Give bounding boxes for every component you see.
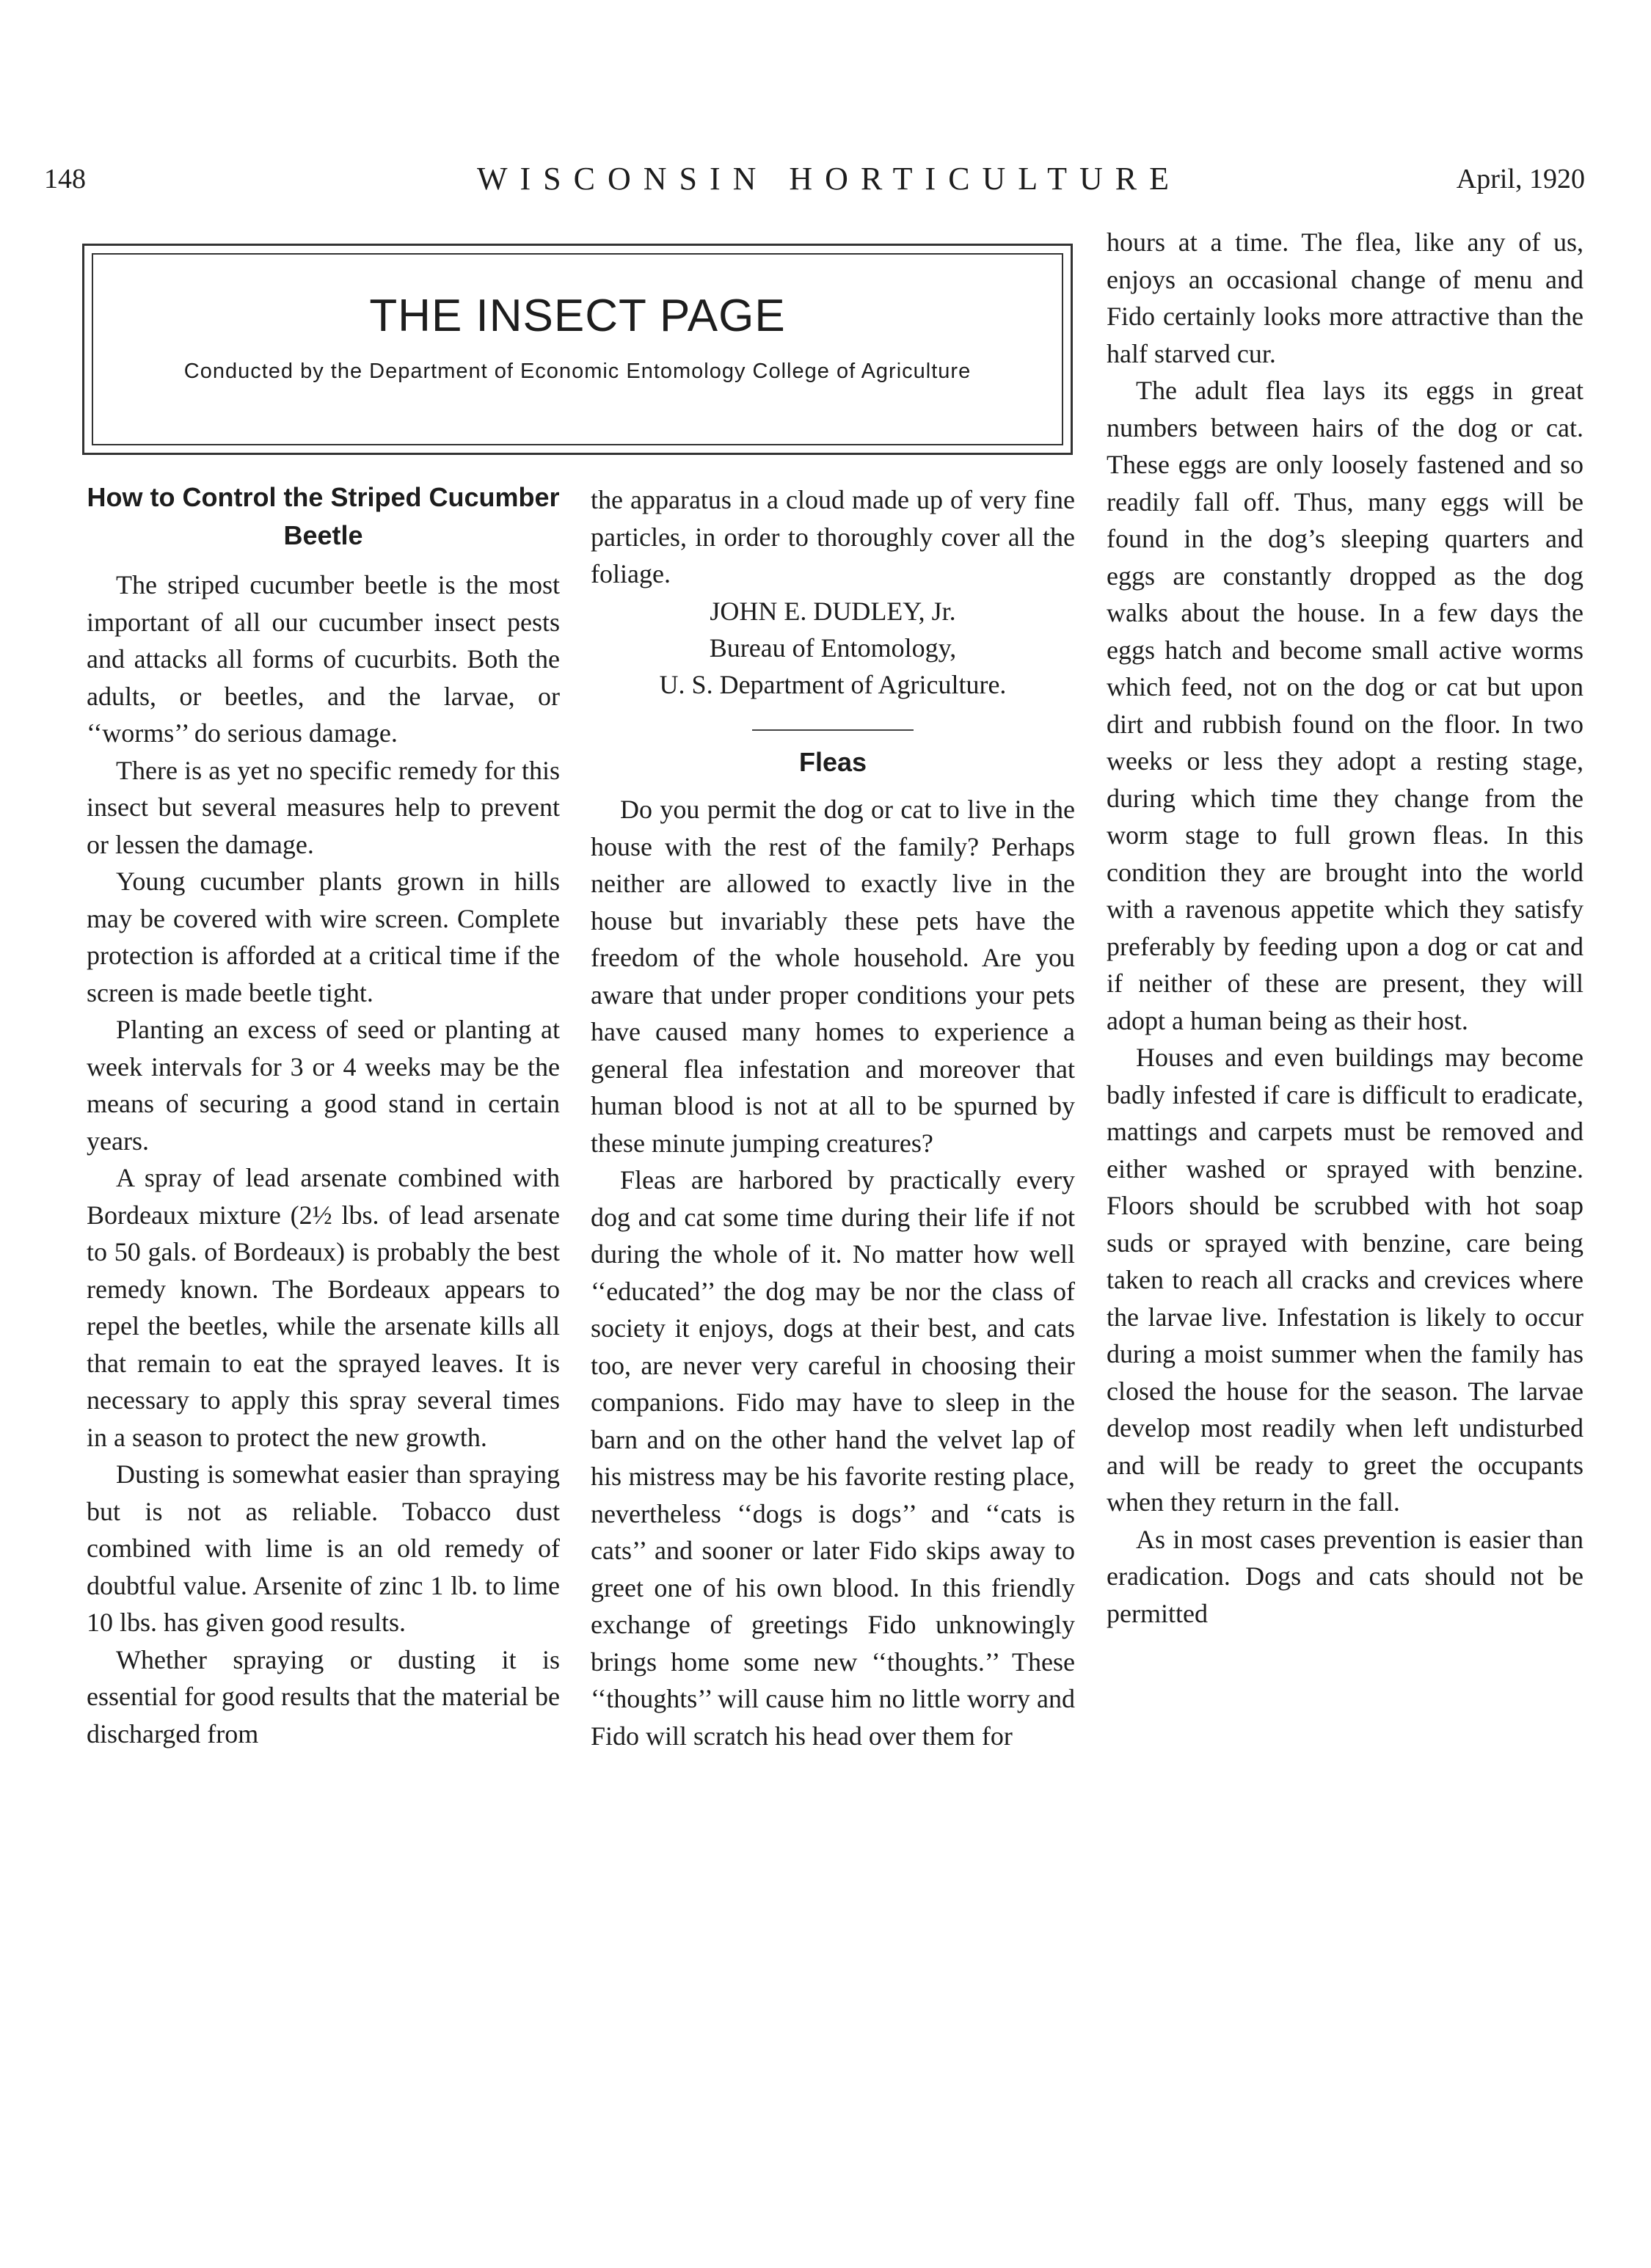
- author-affiliation: Bureau of Entomology,: [709, 632, 957, 663]
- issue-date: April, 1920: [1456, 164, 1585, 194]
- paragraph: As in most cases prevention is easier than eradication. Dogs and cats should not be permitted: [1107, 1524, 1583, 1628]
- author-name: JOHN E. DUDLEY, Jr.: [710, 596, 956, 626]
- banner-title: THE INSECT PAGE: [369, 291, 786, 341]
- page-number: 148: [44, 164, 86, 194]
- section-divider: [752, 729, 914, 731]
- journal-title: WISCONSIN HORTICULTURE: [476, 161, 1182, 197]
- running-header: [44, 163, 1585, 207]
- paragraph: A spray of lead arsenate combined with Bordeaux mixture (2½ lbs. of lead arsenate to 50 gals. of Bordeaux) is probably the best remedy known. The Bordeaux appears to repel the beetles, while the arsenate kills all that remain to eat the sprayed leaves. It is necessary to apply this spray several times in a season to protect the new growth.: [87, 1163, 560, 1452]
- paragraph: Houses and even buildings may become badly infested if care is difficult to eradicate, mattings and carpets must be removed and either washed or sprayed with benzine. Floors should be scrubbed with hot soap suds or sprayed with benzine, care being taken to reach all cracks and crevices where the larvae live. Infestation is likely to occur during a moist summer when the family has closed the house for the season. The larvae develop most readily when left undisturbed and will be ready to greet the occupants when they return in the fall.: [1107, 1043, 1583, 1517]
- column-3: [1107, 224, 1583, 1632]
- paragraph-continued: hours at a time. The flea, like any of us, enjoys an occasional change of menu and Fido certainly looks more attractive than the half starved cur.: [1107, 227, 1583, 368]
- banner-subtitle: Conducted by the Department of Economic Entomology College of Agriculture: [183, 360, 972, 383]
- paragraph: The adult flea lays its eggs in great numbers between hairs of the dog or cat. These eggs are only loosely fastened and so readily fall off. Thus, many eggs will be found in the dog’s sleeping quarters and eggs are constantly dropped as the dog walks about the house. In a few days the eggs hatch and become small active worms which feed, not on the dog or cat but upon dirt and rubbish found on the floor. In two weeks or less they adopt a resting stage, during which time they change from the worm stage to full grown fleas. In this condition they are brought into the world with a ravenous appetite which they satisfy preferably by feeding upon a dog or cat and if neither of these are present, they will adopt a human being as their host.: [1107, 376, 1583, 1035]
- paragraph: There is as yet no specific remedy for this insect but several measures help to prevent or lessen the damage.: [87, 755, 560, 859]
- paragraph: Fleas are harbored by practically every dog and cat some time during their life if not during the whole of it. No matter how well ‘‘educated’’ the dog may be nor the class of society it enjoys, dogs at their best, and cats too, are never very careful in choosing their companions. Fido may have to sleep in the barn and on the other hand the velvet lap of his mistress may be his favorite resting place, nevertheless ‘‘dogs is dogs’’ and ‘‘cats is cats’’ and sooner or later Fido skips away to greet one of his own blood. In this friendly exchange of greetings Fido unknowingly brings home some new ‘‘thoughts.’’ These ‘‘thoughts’’ will cause him no little worry and Fido will scratch his head over them for: [591, 1165, 1075, 1751]
- insect-page-banner: [82, 244, 1073, 455]
- paragraph: Do you permit the dog or cat to live in the house with the rest of the family? Perhaps neither are allowed to exactly live in the house but invariably these pets have the freedom of the whole household. Are you aware that under proper conditions your pets have caused many homes to experience a general flea infestation and moreover that human blood is not at all to be spurned by these minute jumping creatures?: [591, 795, 1075, 1158]
- paragraph: Planting an excess of seed or planting at week intervals for 3 or 4 weeks may be the means of securing a good stand in certain years.: [87, 1015, 560, 1156]
- paragraph: Dusting is somewhat easier than spraying but is not as reliable. Tobacco dust combined with lime is an old remedy of doubtful value. Arsenite of zinc 1 lb. to lime 10 lbs. has given good results.: [87, 1459, 560, 1637]
- column-2: [591, 481, 1075, 1754]
- article-heading-fleas: Fleas: [798, 746, 867, 777]
- paragraph: Whether spraying or dusting it is essential for good results that the material be discharged from: [87, 1644, 560, 1749]
- column-1: [87, 478, 560, 1752]
- paragraph: The striped cucumber beetle is the most important of all our cucumber insect pests and attacks all forms of cucurbits. Both the adults, or beetles, and the larvae, or ‘‘worms’’ do serious damage.: [87, 570, 560, 748]
- paragraph: Young cucumber plants grown in hills may be covered with wire screen. Complete protection is afforded at a critical time if the screen is made beetle tight.: [87, 867, 560, 1007]
- author-affiliation: U. S. Department of Agriculture.: [659, 669, 1007, 699]
- author-signature: [591, 593, 1075, 703]
- paragraph-continued: the apparatus in a cloud made up of very fine particles, in order to thoroughly cover all the foliage.: [591, 485, 1075, 588]
- article-heading-cucumber-beetle: How to Control the Striped Cucumber Beetle: [87, 482, 560, 550]
